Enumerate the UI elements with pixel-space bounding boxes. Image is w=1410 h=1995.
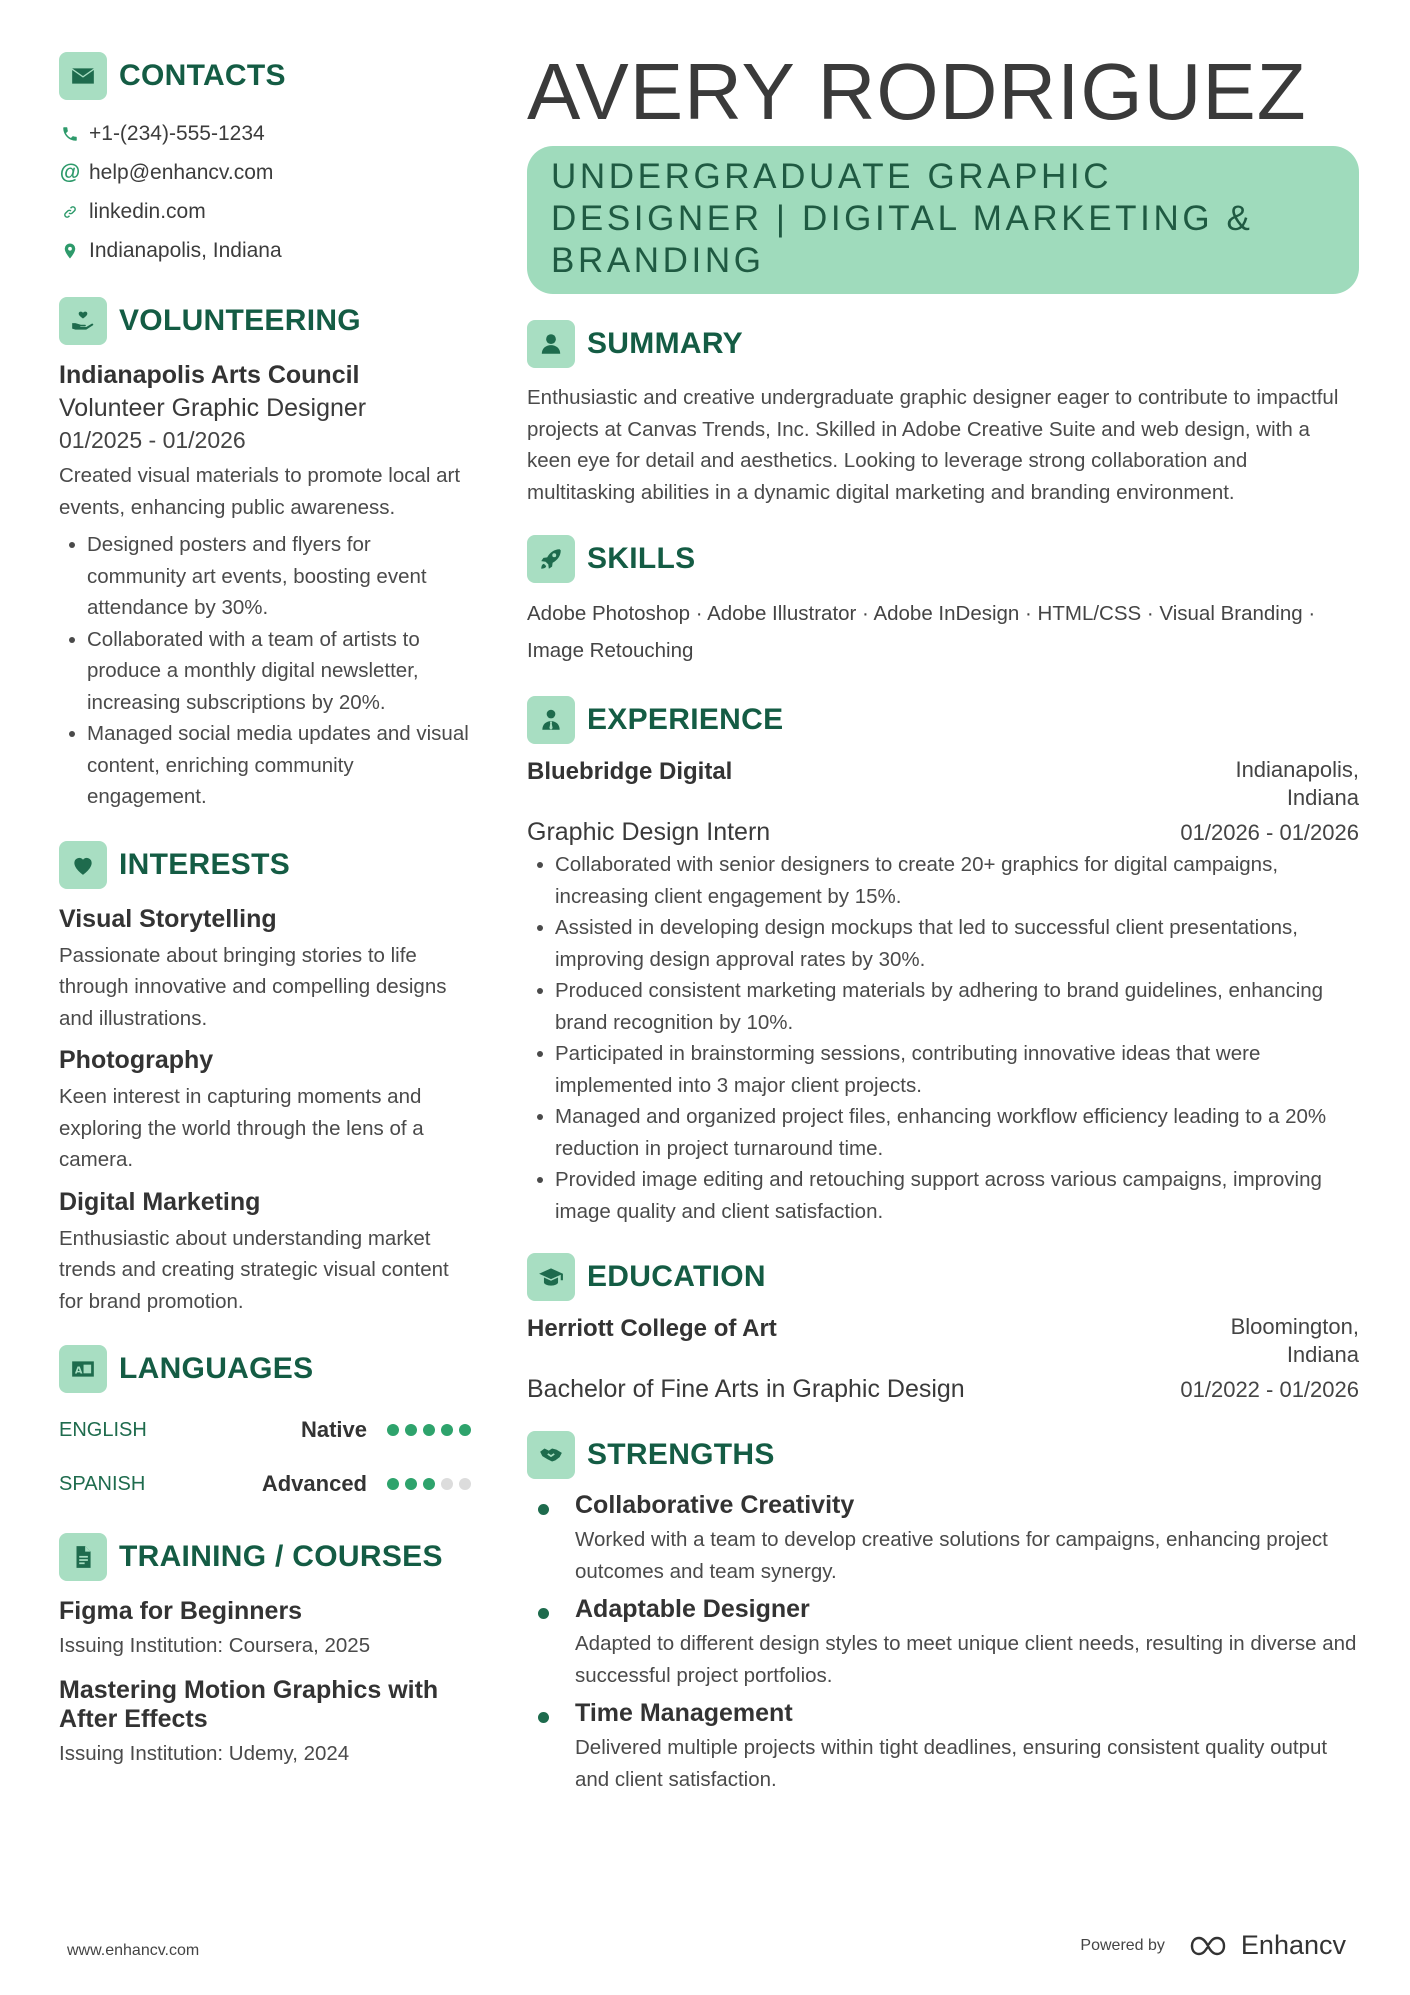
heart-icon (59, 841, 107, 889)
experience-location-line1: Indianapolis, (1235, 757, 1359, 782)
language-row (59, 1457, 471, 1511)
envelope-icon (59, 52, 107, 100)
strength-item (527, 1595, 1359, 1691)
strength-name: Collaborative Creativity (575, 1491, 855, 1519)
phone-icon (59, 125, 81, 143)
languages-header (59, 1345, 471, 1393)
strength-item (527, 1699, 1359, 1795)
education-location-line1: Bloomington, (1230, 1314, 1359, 1339)
training-title: TRAINING / COURSES (119, 1540, 443, 1573)
footer-website[interactable]: www.enhancv.com (67, 1942, 200, 1959)
interest-item (59, 1188, 471, 1318)
strengths-header (527, 1431, 1359, 1479)
volunteer-org: Indianapolis Arts Council (59, 361, 360, 389)
experience-bullets (527, 849, 1359, 1227)
strength-name: Time Management (575, 1699, 793, 1727)
summary-text: Enthusiastic and creative undergraduate graphic designer eager to contribute to impactful projects at Canvas Trends, Inc. Skilled in Adobe Creative Suite and web design, with a keen eye for detail and aesthetics. Looking to leverage strong collaboration and multitasking abilities in a dynamic digital marketing and branding environment. (527, 386, 1339, 504)
rating-dot (459, 1424, 471, 1436)
user-icon (527, 320, 575, 368)
experience-location-line2: Indiana (1286, 785, 1359, 810)
interests-title: INTERESTS (119, 847, 291, 881)
volunteer-bullets (59, 529, 471, 813)
rating-dot (441, 1424, 453, 1436)
contacts-list (59, 114, 471, 270)
linkedin-text: linkedin.com (89, 199, 206, 223)
interest-item (59, 1046, 471, 1176)
hand-heart-icon (59, 297, 107, 345)
rating-dot (387, 1424, 399, 1436)
education-location-line2: Indiana (1286, 1342, 1359, 1367)
rating-dot (405, 1478, 417, 1490)
summary-header (527, 320, 1359, 368)
contact-email[interactable] (59, 153, 471, 192)
rating-dot (387, 1478, 399, 1490)
education-title: EDUCATION (587, 1260, 766, 1293)
enhancv-logo-icon (1189, 1933, 1235, 1959)
experience-entry (527, 756, 1359, 1227)
education-location (1231, 1313, 1359, 1369)
experience-role: Graphic Design Intern (527, 818, 771, 846)
interest-name: Digital Marketing (59, 1187, 261, 1216)
languages-title: LANGUAGES (119, 1352, 314, 1385)
training-header (59, 1533, 471, 1581)
document-icon (59, 1533, 107, 1581)
map-pin-icon (59, 242, 81, 260)
volunteering-entry (59, 361, 471, 813)
candidate-name: AVERY RODRIGUEZ (527, 47, 1307, 136)
contacts-title: CONTACTS (119, 59, 286, 92)
handshake-icon (527, 1431, 575, 1479)
list-item: Participated in brainstorming sessions, contributing innovative ideas that were implemented into 3 major client projects. (527, 1038, 1359, 1101)
language-rating (387, 1478, 471, 1490)
language-name: ENGLISH (59, 1418, 147, 1441)
volunteer-description: Created visual materials to promote local art events, enhancing public awareness. (59, 464, 461, 519)
experience-top-row (527, 756, 1359, 812)
course-item (59, 1597, 471, 1662)
translate-icon (59, 1345, 107, 1393)
education-degree: Bachelor of Fine Arts in Graphic Design (527, 1375, 965, 1403)
interest-name: Photography (59, 1046, 214, 1074)
rocket-icon (527, 535, 575, 583)
interest-name: Visual Storytelling (59, 904, 277, 933)
footer-branding (1080, 1930, 1346, 1961)
email-text: help@enhancv.com (89, 160, 274, 184)
experience-company: Bluebridge Digital (527, 758, 733, 785)
education-degree-row (527, 1375, 1359, 1404)
strength-name: Adaptable Designer (575, 1595, 810, 1623)
strength-item (527, 1491, 1359, 1587)
course-name: Figma for Beginners (59, 1597, 303, 1625)
contact-phone[interactable] (59, 114, 471, 153)
experience-role-row (527, 818, 1359, 847)
education-top-row (527, 1313, 1359, 1369)
left-column (59, 52, 471, 1769)
education-school: Herriott College of Art (527, 1315, 777, 1342)
list-item: Designed posters and flyers for community art events, boosting event attendance by 30%. (59, 529, 471, 624)
interests-header (59, 841, 471, 889)
powered-by-label: Powered by (1080, 1936, 1165, 1954)
language-level: Advanced (261, 1471, 367, 1496)
briefcase-user-icon (527, 696, 575, 744)
skills-title: SKILLS (587, 542, 696, 575)
contact-location (59, 231, 471, 270)
experience-title: EXPERIENCE (587, 703, 784, 736)
phone-text: +1-(234)-555-1234 (89, 121, 265, 145)
education-entry (527, 1313, 1359, 1404)
strengths-title: STRENGTHS (587, 1438, 775, 1471)
volunteer-dates: 01/2025 - 01/2026 (59, 427, 246, 453)
skills-list: Adobe Photoshop · Adobe Illustrator · Adobe InDesign · HTML/CSS · Visual Branding · Image Retouching (527, 602, 1316, 662)
at-icon: @ (59, 160, 81, 184)
language-row (59, 1403, 471, 1457)
list-item: Collaborated with a team of artists to produce a monthly digital newsletter, increasing subscriptions by 20%. (59, 624, 471, 719)
right-column (527, 48, 1359, 1795)
course-item (59, 1676, 471, 1770)
interest-description: Passionate about bringing stories to life through innovative and compelling designs and illustrations. (59, 943, 447, 1030)
rating-dot (459, 1478, 471, 1490)
list-item: Collaborated with senior designers to create 20+ graphics for digital campaigns, increasing client engagement by 15%. (527, 849, 1359, 912)
experience-header (527, 696, 1359, 744)
rating-dot (405, 1424, 417, 1436)
rating-dot (423, 1424, 435, 1436)
strength-description: Worked with a team to develop creative solutions for campaigns, enhancing project outcomes and team synergy. (575, 1528, 1328, 1583)
interest-description: Enthusiastic about understanding market trends and creating strategic visual content for brand promotion. (59, 1226, 449, 1313)
enhancv-logo[interactable] (1189, 1930, 1346, 1961)
education-dates: 01/2022 - 01/2026 (1180, 1377, 1359, 1402)
list-item: Produced consistent marketing materials by adhering to brand guidelines, enhancing brand recognition by 10%. (527, 975, 1359, 1038)
course-detail: Issuing Institution: Coursera, 2025 (59, 1634, 371, 1657)
list-item: Managed and organized project files, enhancing workflow efficiency leading to a 20% reduction in project turnaround time. (527, 1101, 1359, 1164)
contact-linkedin[interactable] (59, 192, 471, 231)
skills-header (527, 535, 1359, 583)
headline-banner: UNDERGRADUATE GRAPHIC DESIGNER | DIGITAL MARKETING & BRANDING (527, 146, 1359, 294)
volunteering-title: VOLUNTEERING (119, 304, 361, 337)
summary-title: SUMMARY (587, 327, 743, 360)
location-text: Indianapolis, Indiana (89, 238, 282, 262)
strength-description: Delivered multiple projects within tight deadlines, ensuring consistent quality output and client satisfaction. (575, 1736, 1328, 1791)
experience-dates: 01/2026 - 01/2026 (1180, 820, 1359, 845)
education-header (527, 1253, 1359, 1301)
list-item: Provided image editing and retouching support across various campaigns, improving image quality and client satisfaction. (527, 1164, 1359, 1227)
language-name: SPANISH (59, 1472, 146, 1495)
rating-dot (441, 1478, 453, 1490)
brand-name: Enhancv (1240, 1930, 1346, 1960)
rating-dot (423, 1478, 435, 1490)
language-rating (387, 1424, 471, 1436)
list-item: Assisted in developing design mockups that led to successful client presentations, improving design approval rates by 30%. (527, 912, 1359, 975)
volunteering-header (59, 297, 471, 345)
contacts-header (59, 52, 471, 100)
graduation-cap-icon (527, 1253, 575, 1301)
list-item: Managed social media updates and visual content, enriching community engagement. (59, 718, 471, 813)
link-icon (59, 203, 81, 221)
interest-item (59, 905, 471, 1035)
course-detail: Issuing Institution: Udemy, 2024 (59, 1741, 350, 1765)
course-name: Mastering Motion Graphics with After Effects (59, 1675, 439, 1733)
interest-description: Keen interest in capturing moments and exploring the world through the lens of a camera. (59, 1085, 424, 1171)
experience-location (1235, 756, 1359, 812)
languages-list (59, 1403, 471, 1511)
svg-text:A: A (74, 1365, 83, 1377)
strength-description: Adapted to different design styles to meet unique client needs, resulting in diverse and successful project portfolios. (575, 1632, 1357, 1687)
language-level: Native (300, 1417, 367, 1442)
volunteer-role: Volunteer Graphic Designer (59, 394, 367, 422)
